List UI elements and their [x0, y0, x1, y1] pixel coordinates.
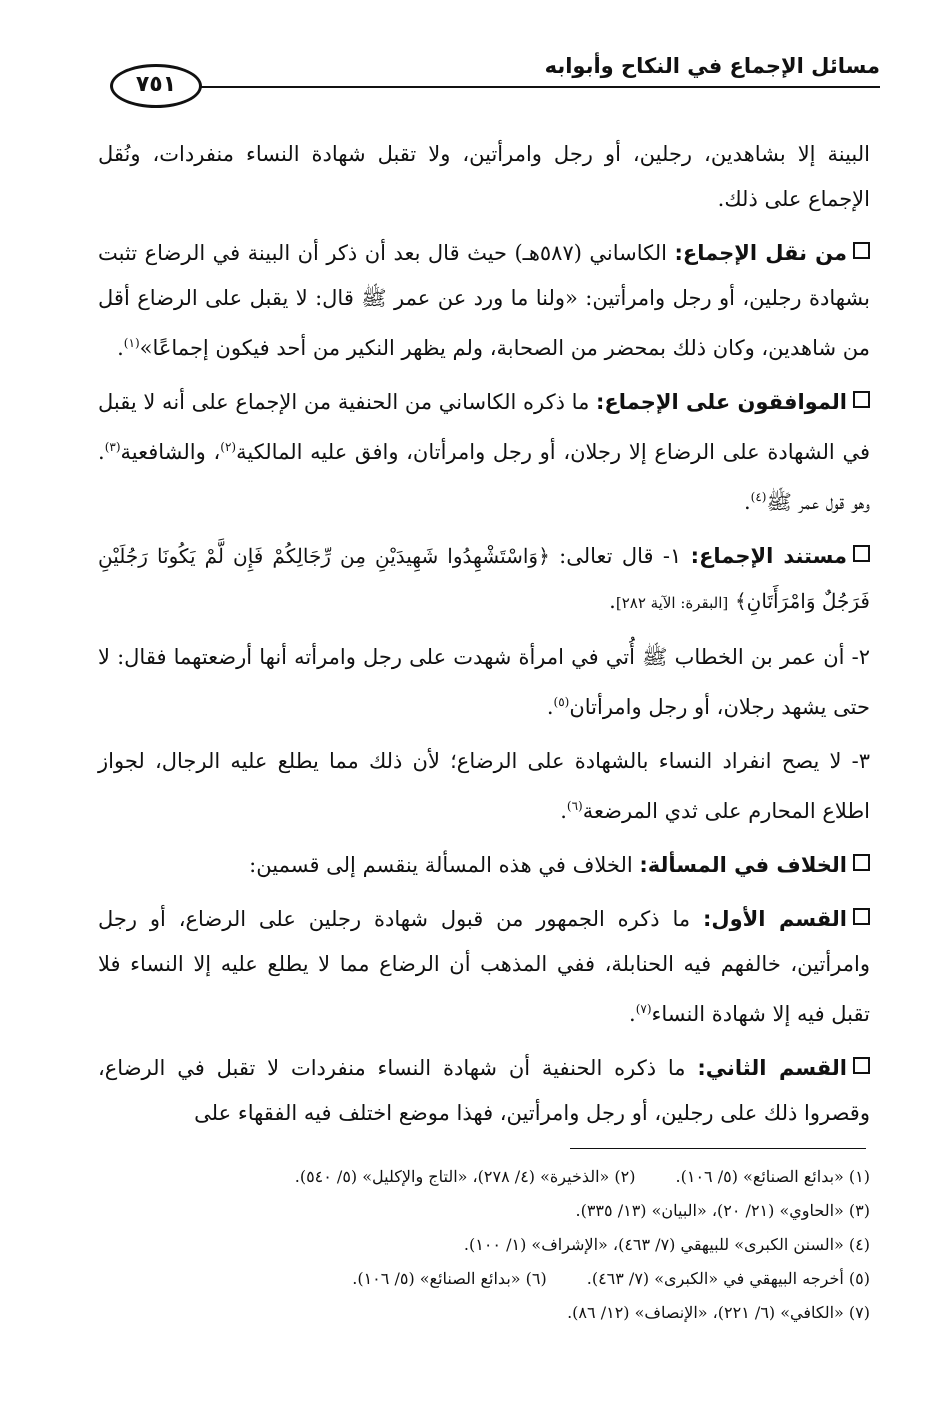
- square-bullet-icon: [853, 545, 870, 562]
- footnote: (٤) «السنن الكبرى» للبيهقي (٧/ ٤٦٣)، «الإشراف» (١/ ١٠٠).: [463, 1235, 870, 1254]
- paragraph-text: الخلاف في هذه المسألة ينقسم إلى قسمين:: [249, 853, 633, 877]
- footnote-ref: (٦): [566, 799, 583, 813]
- paragraph-text: البينة إلا بشاهدين، رجلين، أو رجل وامرأتين، ولا تقبل شهادة النساء منفردات، ونُقل الإجماع على ذلك.: [98, 142, 870, 211]
- square-bullet-icon: [853, 242, 870, 259]
- footnote: (٢) «الذخيرة» (٤/ ٢٧٨)، «التاج والإكليل» (٥/ ٥٤٠).: [294, 1167, 636, 1186]
- paragraph-text: ١- قال تعالى:: [559, 544, 682, 568]
- footnote: (١) «بدائع الصنائع» (٥/ ١٠٦).: [675, 1167, 870, 1186]
- square-bullet-icon: [853, 908, 870, 925]
- page-header: [100, 40, 880, 110]
- footnote-line: [98, 1160, 870, 1194]
- paragraph-transmitters: [98, 231, 870, 371]
- square-bullet-icon: [853, 1057, 870, 1074]
- footnote-line: [98, 1194, 870, 1228]
- footnote: (٦) «بدائع الصنائع» (٥/ ١٠٦).: [352, 1269, 547, 1288]
- section-term: الخلاف في المسألة:: [639, 853, 847, 877]
- quran-verse: ﴿وَاسْتَشْهِدُوا شَهِيدَيْنِ مِن رِّجَالِكُمْ فَإِن لَّمْ يَكُونَا رَجُلَيْنِ فَرَجُلٌ وَامْرَأَتَانِ﴾: [98, 544, 870, 613]
- main-text: [98, 132, 870, 1145]
- footnote-line: [98, 1296, 870, 1330]
- paragraph-dispute: [98, 843, 870, 888]
- paragraph-agreeing: [98, 380, 870, 525]
- paragraph-text: . وهو قول عمر ﷺ: [98, 440, 870, 514]
- section-term: مستند الإجماع:: [690, 544, 847, 568]
- footnote-line: [98, 1228, 870, 1262]
- footnote-ref: (٣): [104, 440, 121, 454]
- paragraph-evidence-2: [98, 635, 870, 730]
- paragraph-text: ٣- لا يصح انفراد النساء بالشهادة على الرضاع؛ لأن ذلك مما يطلع عليه الرجال، لجواز اطلاع المحارم على ثدي المرضعة: [98, 749, 870, 823]
- punctuation: .: [609, 589, 616, 613]
- paragraph-intro: [98, 132, 870, 222]
- paragraph-basis: [98, 534, 870, 626]
- footnote: (٣) «الحاوي» (٢١/ ٢٠)، «البيان» (١٣/ ٣٣٥).: [575, 1201, 870, 1220]
- square-bullet-icon: [853, 391, 870, 408]
- section-term: القسم الأول:: [702, 907, 847, 931]
- paragraph-text: ما ذكره الحنفية أن شهادة النساء منفردات لا تقبل في الرضاع، وقصروا ذلك على رجلين، أو رجل وامرأتين، فهذا موضع اختلف فيه الفقهاء على: [98, 1056, 870, 1125]
- paragraph-text: ٢- أن عمر بن الخطاب ﷺ أُتي في امرأة شهدت على رجل وامرأته أنها أرضعتهما فقال: لا حتى يشهد رجلان، أو رجل وامرأتان: [98, 645, 870, 719]
- paragraph-evidence-3: [98, 739, 870, 834]
- footnote-ref: (٥): [553, 695, 570, 709]
- punctuation: .: [629, 1002, 636, 1026]
- verse-citation: [البقرة: الآية ٢٨٢]: [615, 594, 729, 612]
- paragraph-part-two: [98, 1046, 870, 1136]
- footnote-separator: [570, 1148, 866, 1149]
- punctuation: .: [743, 490, 751, 514]
- footnotes: [98, 1160, 870, 1330]
- footnote-ref: (٢): [220, 440, 237, 454]
- footnote-ref: (٤): [750, 490, 767, 504]
- header-rule: [186, 86, 880, 88]
- footnote-ref: (٧): [635, 1002, 652, 1016]
- footnote-line: [98, 1262, 870, 1296]
- footnote-ref: (١): [123, 336, 140, 350]
- page-number: ٧٥١: [110, 64, 202, 108]
- running-title: مسائل الإجماع في النكاح وأبوابه: [544, 54, 880, 78]
- paragraph-text: الكاساني (٥٨٧هـ) حيث قال بعد أن ذكر أن البينة في الرضاع تثبت بشهادة رجلين، أو رجل وامرأتين: «ولنا ما ورد عن عمر ﷺ قال: لا يقبل على الرضاع أقل من شاهدين، وكان ذلك بمحضر من الصحابة، ولم يظهر النكير من أحد فيكون إجماعًا»: [98, 241, 870, 360]
- square-bullet-icon: [853, 854, 870, 871]
- footnote: (٥) أخرجه البيهقي في «الكبرى» (٧/ ٤٦٣).: [586, 1269, 870, 1288]
- section-term: القسم الثاني:: [697, 1056, 847, 1080]
- footnote: (٧) «الكافي» (٦/ ٢٢١)، «الإنصاف» (١٢/ ٨٦).: [567, 1303, 870, 1322]
- paragraph-text: ما ذكره الجمهور من قبول شهادة رجلين على الرضاع، أو رجل وامرأتين، خالفهم فيه الحنابلة، ففي المذهب أن الرضاع مما لا يطلع عليه إلا النساء فلا تقبل فيه إلا شهادة النساء: [98, 907, 870, 1026]
- paragraph-text: ما ذكره الكاساني من الحنفية من الإجماع على أنه لا يقبل في الشهادة على الرضاع إلا رجلان، أو رجل وامرأتان، وافق عليه المالكية: [98, 390, 870, 464]
- section-term: من نقل الإجماع:: [674, 241, 847, 265]
- punctuation: .: [546, 695, 554, 719]
- punctuation: .: [117, 336, 124, 360]
- punctuation: .: [560, 799, 567, 823]
- paragraph-part-one: [98, 897, 870, 1037]
- section-term: الموافقون على الإجماع:: [596, 390, 847, 414]
- paragraph-text: ، والشافعية: [120, 440, 221, 464]
